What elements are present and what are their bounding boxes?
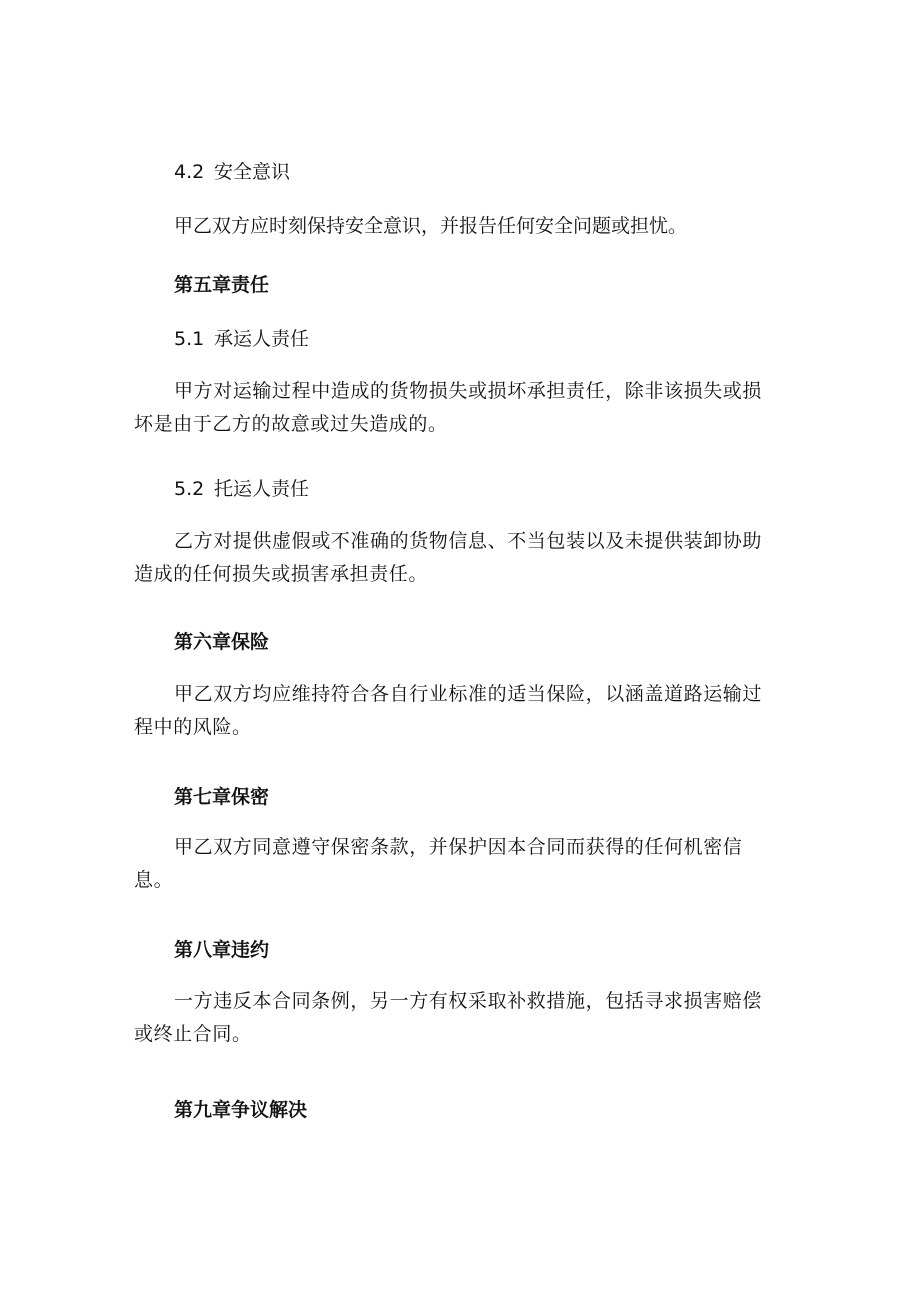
section-number: 5.2 (174, 478, 205, 500)
paragraph-5-1: 甲方对运输过程中造成的货物损失或损坏承担责任，除非该损失或损坏是由于乙方的故意或过失造成的。 (134, 380, 763, 435)
chapter-6-heading: 第六章保险 (174, 631, 270, 653)
paragraph-4-2: 甲乙双方应时刻保持安全意识，并报告任何安全问题或担忧。 (174, 215, 688, 237)
paragraph-7: 甲乙双方同意遵守保密条款，并保护因本合同而获得的任何机密信息。 (134, 836, 743, 891)
chapter-5-heading: 第五章责任 (174, 274, 270, 296)
paragraph-6: 甲乙双方均应维持符合各自行业标准的适当保险，以涵盖道路运输过程中的风险。 (134, 683, 763, 738)
section-title: 承运人责任 (214, 328, 310, 350)
chapter-8-heading: 第八章违约 (174, 939, 270, 961)
section-5-1-heading (174, 327, 309, 351)
chapter-9-heading: 第九章争议解决 (174, 1099, 308, 1121)
section-number: 4.2 (174, 161, 205, 183)
section-number: 5.1 (174, 328, 205, 350)
section-5-2-heading (174, 477, 309, 501)
section-4-2-heading (174, 160, 290, 184)
section-title: 托运人责任 (214, 478, 310, 500)
section-title: 安全意识 (214, 161, 291, 183)
paragraph-8: 一方违反本合同条例，另一方有权采取补救措施，包括寻求损害赔偿或终止合同。 (134, 990, 763, 1045)
paragraph-5-2: 乙方对提供虚假或不准确的货物信息、不当包装以及未提供装卸协助造成的任何损失或损害承担责任。 (134, 530, 763, 585)
chapter-7-heading: 第七章保密 (174, 786, 270, 808)
